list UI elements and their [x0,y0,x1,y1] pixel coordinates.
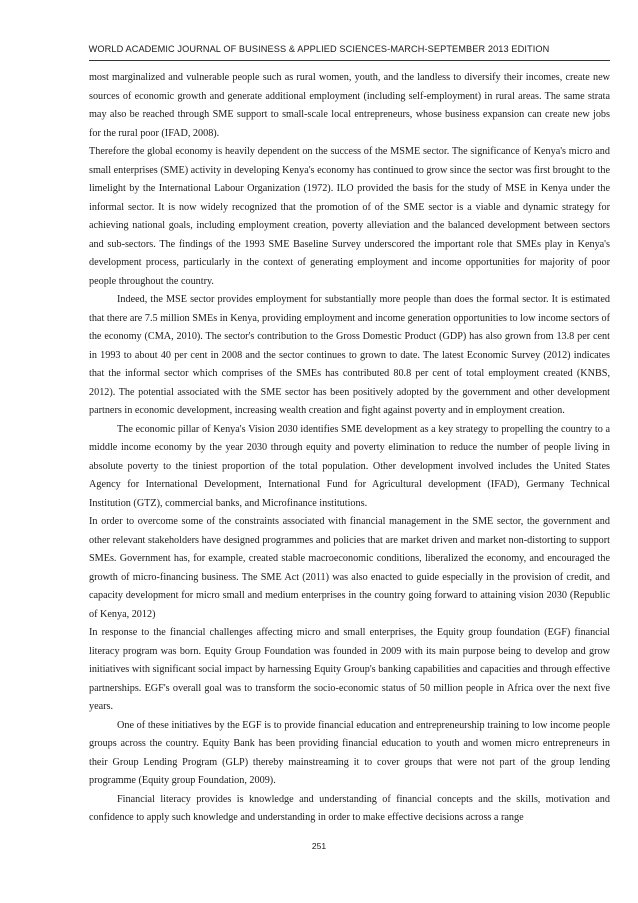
paragraph-7: One of these initiatives by the EGF is to provide financial education and entrepreneurship training to low income people groups across the country. Equity Bank has been providing financial education to youth and women micro entrepreneurs in their Group Lending Program (GLP) thereby mainstreaming it to cover groups that were not part of the group lending programme (Equity group Foundation, 2009). [89,719,610,786]
paragraph-3: Indeed, the MSE sector provides employment for substantially more people than does the formal sector. It is estimated that there are 7.5 million SMEs in Kenya, providing employment and income generation opportunities to low income sectors of the economy (CMA, 2010). The sector's contribution to the Gross Domestic Product (GDP) has also grown from 13.8 per cent in 1993 to about 40 per cent in 2008 and the sector continues to grown to date. The latest Economic Survey (2012) indicates that the informal sector which comprises of the SMEs has contributed 80.8 per cent of total employment created (KNBS, 2012). The potential associated with the SME sector has been positively adopted by the government and other development partners in economic development, increasing wealth creation and fight against poverty and in employment creation. [89,294,610,416]
paragraph-2: Therefore the global economy is heavily dependent on the success of the MSME sector. The significance of Kenya's micro and small enterprises (SME) activity in developing Kenya's economy has continued to grow since the sector was first brought to the limelight by the International Labour Organization (1972). ILO provided the basis for the study of MSE in Kenya under the informal sector. It is now widely recognized that the promotion of of the SME sector is a viable and dynamic strategy for achieving national goals, including employment creation, poverty alleviation and the balanced development between sectors and sub-sectors. The findings of the 1993 SME Baseline Survey underscored the important role that SMEs play in Kenya's development process, particularly in the context of generating employment and income opportunities for majority of poor people throughout the country. [89,146,610,287]
paragraph-5: In order to overcome some of the constraints associated with financial management in the SME sector, the government and other relevant stakeholders have designed programmes and policies that are market driven and market non-distorting to support SMEs. Government has, for example, created stable macroeconomic conditions, liberalized the economy, and encouraged the growth of micro-financing business. The SME Act (2011) was also enacted to guide especially in the provision of credit, and capacity development for micro small and medium enterprises in the country going forward to attaining vision 2030 (Republic of Kenya, 2012) [89,516,610,620]
paragraph-6: In response to the financial challenges affecting micro and small enterprises, the Equity group foundation (EGF) financial literacy program was born. Equity Group Foundation was founded in 2009 with its main purpose being to develop and grow initiatives with significant social impact by harnessing Equity Group's banking capabilities and capacities and through effective partnerships. EGF's overall goal was to transform the socio-economic status of 50 million people in Africa over the next five years. [89,627,610,712]
paragraph-1: most marginalized and vulnerable people such as rural women, youth, and the landless to diversify their incomes, create new sources of economic growth and generate additional employment (including self-employment) in rural areas. The same strata may also be reached through SME support to small-scale local entrepreneurs, whose business expansion can create new jobs for the rural poor (IFAD, 2008). [89,72,610,139]
paragraph-8: Financial literacy provides is knowledge and understanding of financial concepts and the skills, motivation and confidence to apply such knowledge and understanding in order to make effective decisions across a range [89,793,610,823]
body-text [89,69,610,828]
page-number: 251 [311,841,327,851]
header-rule [89,60,610,61]
paragraph-4: The economic pillar of Kenya's Vision 2030 identifies SME development as a key strategy to propelling the country to a middle income economy by the year 2030 through equity and poverty elimination to reduce the number of people living in absolute poverty to the tiniest proportion of the total population. Other development involved includes the United States Agency for International Development, International Fund for Agricultural development (IFAD), Germany Technical Institution (GTZ), commercial banks, and Microfinance institutions. [89,423,610,509]
running-header: WORLD ACADEMIC JOURNAL OF BUSINESS & APPLIED SCIENCES-MARCH-SEPTEMBER 2013 EDITION [88,44,550,54]
